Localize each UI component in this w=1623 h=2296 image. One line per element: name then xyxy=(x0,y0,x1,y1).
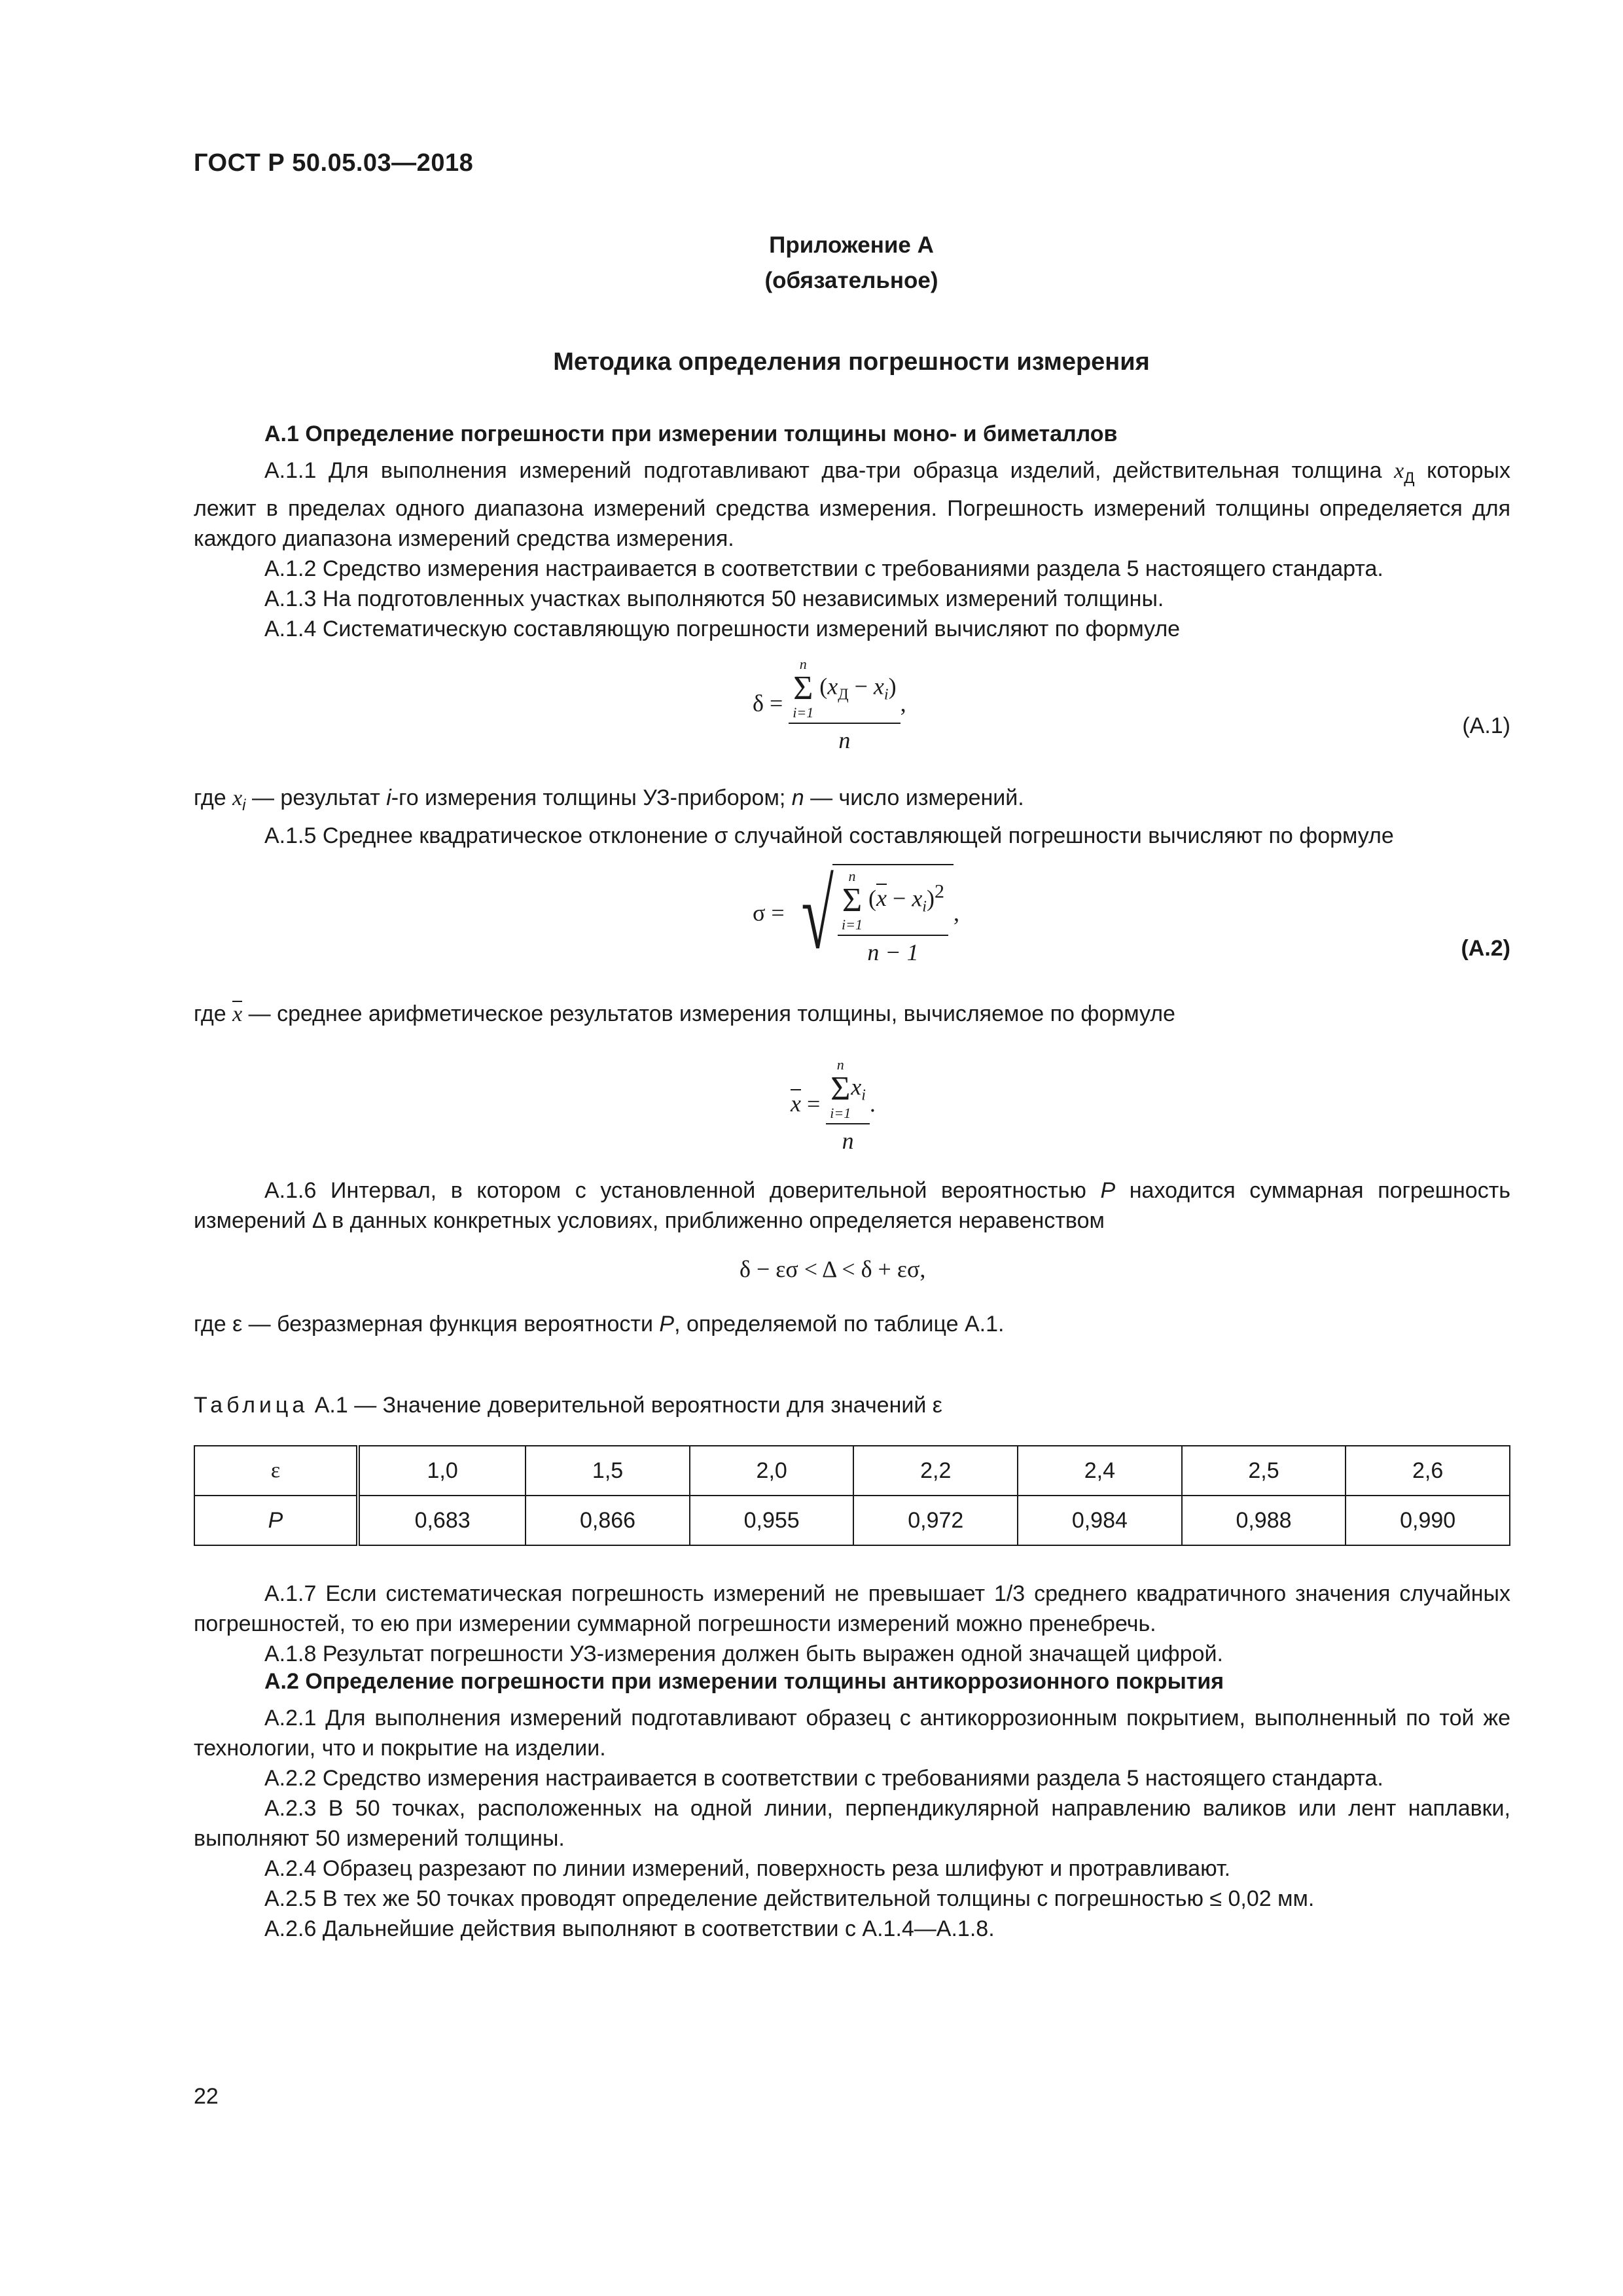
paragraph-a1-3: А.1.3 На подготовленных участках выполняются 50 независимых измерений толщины. xyxy=(264,586,1164,611)
table-cell: 2,0 xyxy=(690,1446,854,1496)
annex-status: (обязательное) xyxy=(764,268,938,293)
table-cell: ε xyxy=(194,1446,358,1496)
table-cell: 0,990 xyxy=(1346,1496,1510,1545)
section-a1-where-3: где ε — безразмерная функция вероятности P, определяемой по таблице А.1. xyxy=(194,1312,1005,1336)
formula-a1-number: (А.1) xyxy=(1462,713,1510,738)
section-a1-paragraph-6 xyxy=(194,1175,1510,1236)
paragraph-a2-4: А.2.4 Образец разрезают по линии измерений, поверхность реза шлифуют и протравливают. xyxy=(264,1856,1231,1881)
paragraph-a2-1: А.2.1 Для выполнения измерений подготавливают образец с антикоррозионным покрытием, выполненный по той же технологии, что и покрытие на изделии. xyxy=(194,1706,1510,1761)
section-a1-paragraphs-end xyxy=(194,1579,1510,1669)
table-cell: 0,955 xyxy=(690,1496,854,1545)
paragraph-a2-6: А.2.6 Дальнейшие действия выполняют в соответствии с А.1.4—А.1.8. xyxy=(264,1916,995,1941)
paragraph-a1-2: А.1.2 Средство измерения настраивается в соответствии с требованиями раздела 5 настоящего стандарта. xyxy=(264,556,1383,581)
page-title: Методика определения погрешности измерения xyxy=(553,348,1150,376)
table-row-epsilon xyxy=(194,1446,1510,1496)
section-a2-heading: А.2 Определение погрешности при измерении толщины антикоррозионного покрытия xyxy=(264,1669,1224,1694)
probability-table xyxy=(194,1445,1510,1546)
paragraph-a2-3: А.2.3 В 50 точках, расположенных на одной линии, перпендикулярной направлению валиков или лент наплавки, выполняют 50 измерений толщины. xyxy=(194,1796,1510,1851)
table-cell: 0,988 xyxy=(1182,1496,1346,1545)
paragraph-a1-6: А.1.6 Интервал, в котором с установленной доверительной вероятностью P находится суммарная погрешность измерений Δ в данных конкретных условиях, приближенно определяется неравенством xyxy=(194,1178,1511,1233)
formula-a2-number: (А.2) xyxy=(1461,936,1510,961)
table-cell: 2,4 xyxy=(1018,1446,1182,1496)
paragraph-a2-2: А.2.2 Средство измерения настраивается в соответствии с требованиями раздела 5 настоящего стандарта. xyxy=(264,1766,1383,1791)
paragraph-a1-5: А.1.5 Среднее квадратическое отклонение σ случайной составляющей погрешности вычисляют по формуле xyxy=(264,823,1394,848)
table-cell: 2,2 xyxy=(853,1446,1018,1496)
page-number: 22 xyxy=(194,2084,219,2109)
section-a1-heading: А.1 Определение погрешности при измерении толщины моно- и биметаллов xyxy=(264,422,1118,446)
formula-a2: σ = √ n Σ i=1 $(x - x_i)^2$ n − 1 , xyxy=(753,861,959,969)
table-cell: P xyxy=(194,1496,358,1545)
formula-a1: δ = n Σ i=1 $(x_Д - x_i)$ n , xyxy=(753,656,906,753)
section-a1-where-2: где x — среднее арифметическое результатов измерения толщины, вычисляемое по формуле xyxy=(194,1001,1175,1026)
annex-title: Приложение А xyxy=(769,232,934,258)
table-caption: Таблица А.1 — Значение доверительной вероятности для значений ε xyxy=(194,1393,942,1418)
table-row-probability xyxy=(194,1496,1510,1545)
paragraph-a1-1: А.1.1 Для выполнения измерений подготавливают два-три образца изделий, действительная толщина $x_Д$ которых лежит в пределах одного диапазона измерений средства измерения. Погрешность измерений толщины определяется для каждого диапазона измерений средства измерения. xyxy=(194,458,1510,551)
paragraph-a1-4: А.1.4 Систематическую составляющую погрешности измерений вычисляют по формуле xyxy=(264,616,1181,641)
section-a1-paragraphs xyxy=(194,456,1510,644)
table-cell: 0,972 xyxy=(853,1496,1018,1545)
paragraph-a1-8: А.1.8 Результат погрешности УЗ-измерения должен быть выражен одной значащей цифрой. xyxy=(264,1641,1223,1666)
table-cell: 2,5 xyxy=(1182,1446,1346,1496)
paragraph-a1-7: А.1.7 Если систематическая погрешность измерений не превышает 1/3 среднего квадратичного значения случайных погрешностей, то ею при измерении суммарной погрешности измерений можно пренебречь. xyxy=(194,1581,1510,1636)
paragraph-a2-5: А.2.5 В тех же 50 точках проводят определение действительной толщины с погрешностью ≤ 0,02 мм. xyxy=(264,1886,1315,1911)
table-cell: 0,866 xyxy=(526,1496,690,1545)
table-cell: 1,5 xyxy=(526,1446,690,1496)
section-a2-paragraphs xyxy=(194,1703,1510,1944)
section-a1-where-1: где $x_i$ — результат i-го измерения толщины УЗ-прибором; n — число измерений. А.1.5 Среднее квадратическое отклонение σ случайной составляющей погрешности вычисляют по формуле xyxy=(194,783,1510,851)
inequality: δ − εσ < Δ < δ + εσ, xyxy=(740,1256,926,1282)
standard-header: ГОСТ Р 50.05.03—2018 xyxy=(194,149,474,177)
table-cell: 1,0 xyxy=(358,1446,526,1496)
annex-heading xyxy=(194,228,1509,298)
table-cell: 0,683 xyxy=(358,1496,526,1545)
table-cell: 0,984 xyxy=(1018,1496,1182,1545)
formula-mean: x = n Σ i=1 $x_i$ n . xyxy=(791,1056,876,1154)
table-cell: 2,6 xyxy=(1346,1446,1510,1496)
